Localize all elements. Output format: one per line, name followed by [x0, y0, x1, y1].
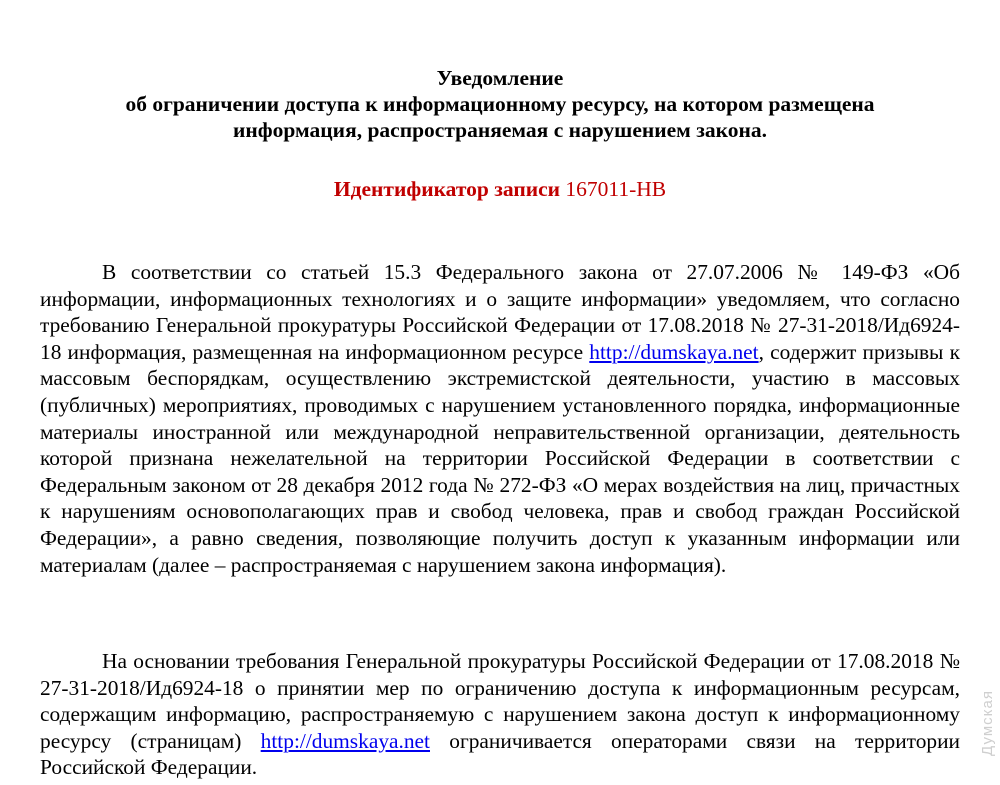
resource-link-2[interactable]: http://dumskaya.net	[260, 728, 430, 753]
identifier-label: Идентификатор записи	[333, 177, 561, 201]
watermark: Думская	[979, 690, 996, 756]
identifier-value: 167011-НВ	[565, 177, 667, 201]
record-identifier	[40, 176, 960, 202]
title-line-3: информация, распространяемая с нарушением закона.	[233, 118, 767, 142]
resource-link-1[interactable]: http://dumskaya.net	[589, 339, 759, 364]
paragraph-1-text-b: , содержит призывы к массовым беспорядкам, осуществлению экстремистской деятельности, участию в массовых (публичных) мероприятиях, проводимых с нарушением установленного порядка, информационные материалы иностранной или международной неправительственной организации, деятельность которой признана нежелательной на территории Российской Федерации в соответствии с Федеральным законом от 28 декабря 2012 года № 272-ФЗ «О мерах воздействия на лиц, причастных к нарушениям основополагающих прав и свобод человека, прав и свобод граждан Российской Федерации», а равно сведения, позволяющие получить доступ к указанным информации или материалам (далее – распространяемая с нарушением закона информация).	[40, 339, 960, 577]
title-line-2: об ограничении доступа к информационному ресурсу, на котором размещена	[125, 92, 875, 116]
notice-title	[40, 65, 960, 143]
title-line-1: Уведомление	[436, 66, 564, 90]
paragraph-2	[40, 648, 960, 781]
paragraph-2-text-a: На основании требования Генеральной прокуратуры Российской Федерации от 17.08.2018 № 27-31-2018/Ид6924-18 о принятии мер по ограничению доступа к информационным ресурсам, содержащим информацию, распространяемую с нарушением закона доступ к информационному ресурсу (страницам)	[40, 649, 960, 753]
paragraph-1	[40, 259, 960, 578]
paragraph-1-text-a: В соответствии со статьей 15.3 Федерального закона от 27.07.2006 № 149-ФЗ «Об информации, информационных технологиях и о защите информации» уведомляем, что согласно требованию Генеральной прокуратуры Российской Федерации от 17.08.2018 № 27-31-2018/Ид6924-18 информация, размещенная на информационном ресурсе	[40, 260, 960, 364]
paragraph-2-text-b: ограничивается операторами связи на территории Российской Федерации.	[40, 728, 961, 780]
